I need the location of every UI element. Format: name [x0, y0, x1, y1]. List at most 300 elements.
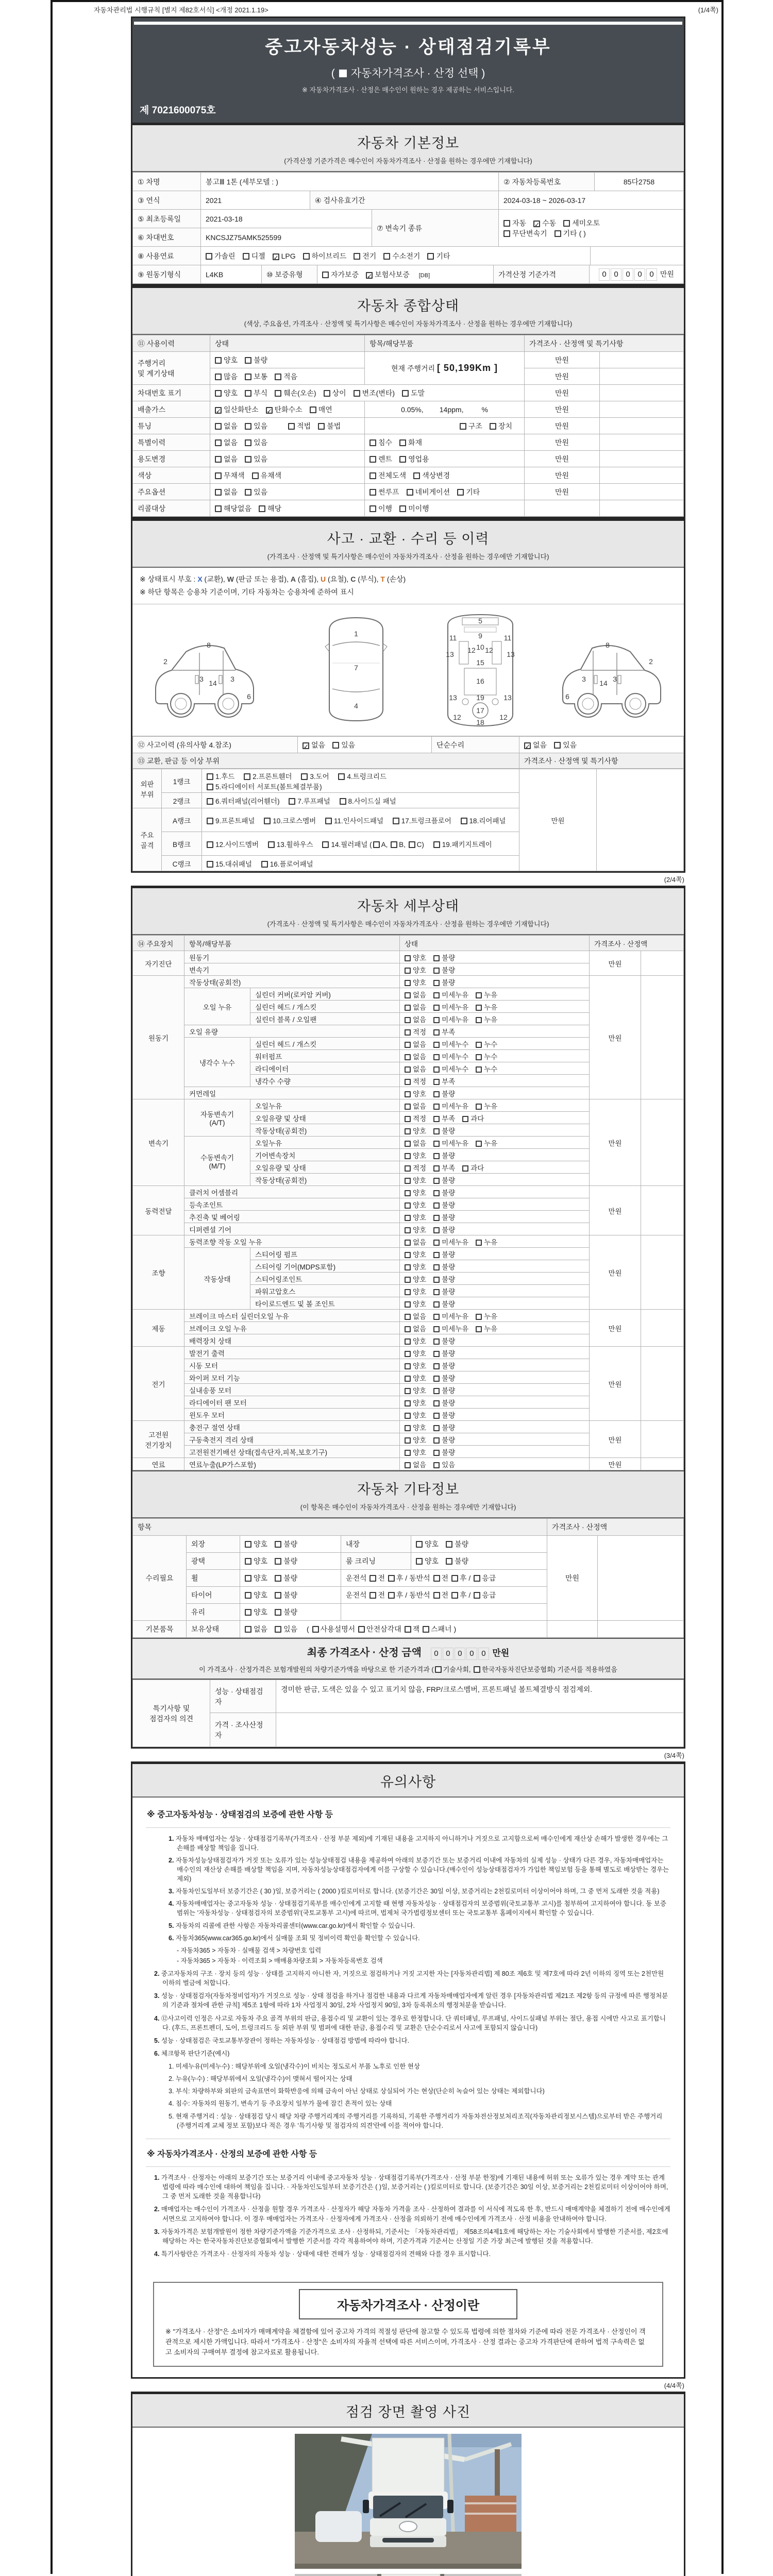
checkbox-icon[interactable] — [433, 841, 440, 848]
checkbox-option[interactable] — [462, 1164, 484, 1172]
panel-item[interactable]: 16.플로어패널 — [261, 860, 313, 868]
checkbox-icon[interactable] — [405, 1202, 411, 1209]
checkbox-icon[interactable] — [369, 472, 376, 479]
panel-item[interactable]: 15.대쉬패널 — [207, 860, 252, 868]
checkbox-icon[interactable]: ✓ — [525, 742, 531, 750]
checkbox-icon[interactable] — [405, 1190, 411, 1196]
checkbox-option[interactable] — [433, 1449, 455, 1456]
checkbox-option[interactable] — [433, 1239, 468, 1246]
checkbox-icon[interactable] — [433, 1400, 440, 1406]
checkbox-option[interactable] — [433, 954, 455, 962]
checkbox-option[interactable] — [288, 422, 311, 430]
checkbox-icon[interactable] — [503, 230, 510, 237]
checkbox-option[interactable] — [433, 1461, 455, 1469]
checkbox-icon[interactable] — [354, 390, 360, 397]
checkbox-icon[interactable] — [405, 1277, 411, 1283]
checkbox-option[interactable] — [405, 1226, 426, 1234]
checkbox-icon[interactable] — [433, 1425, 440, 1431]
checkbox-option[interactable] — [433, 1140, 468, 1147]
checkbox-icon[interactable] — [433, 1351, 440, 1357]
checkbox-icon[interactable] — [433, 1202, 440, 1209]
checkbox-option[interactable] — [433, 1028, 455, 1036]
checkbox-icon[interactable]: ✓ — [534, 221, 540, 228]
checkbox-icon[interactable] — [405, 1079, 411, 1085]
checkbox-icon[interactable] — [405, 1437, 411, 1444]
checkbox-option[interactable] — [332, 741, 355, 749]
checkbox-icon[interactable] — [405, 1240, 411, 1246]
checkbox-icon[interactable] — [245, 1541, 251, 1548]
checkbox-icon[interactable] — [416, 1558, 423, 1565]
checkbox-option[interactable] — [245, 488, 267, 496]
checkbox-icon[interactable] — [245, 1609, 251, 1616]
checkbox-icon[interactable] — [563, 220, 570, 227]
checkbox-icon[interactable] — [446, 1541, 452, 1548]
checkbox-option[interactable] — [215, 356, 238, 364]
checkbox-option[interactable] — [405, 1103, 426, 1110]
checkbox-icon[interactable] — [275, 374, 281, 380]
checkbox-icon[interactable] — [399, 456, 406, 463]
checkbox-icon[interactable] — [460, 423, 466, 430]
checkbox-option[interactable] — [433, 1436, 455, 1444]
checkbox-icon[interactable] — [405, 968, 411, 974]
checkbox-option[interactable] — [433, 1016, 468, 1024]
checkbox-option[interactable] — [407, 488, 450, 496]
checkbox-icon[interactable] — [405, 1042, 411, 1048]
checkbox-option[interactable] — [405, 1201, 426, 1209]
panel-item[interactable]: 9.프론트패널 — [207, 817, 255, 825]
checkbox-icon[interactable] — [433, 992, 440, 998]
checkbox-icon[interactable] — [405, 1178, 411, 1184]
checkbox-option[interactable] — [476, 1016, 497, 1024]
checkbox-icon[interactable] — [338, 773, 345, 780]
checkbox-option[interactable] — [275, 389, 316, 397]
checkbox-option[interactable] — [354, 252, 376, 260]
checkbox-option[interactable] — [433, 1065, 468, 1073]
checkbox-option[interactable] — [457, 488, 480, 496]
checkbox-icon[interactable] — [433, 1005, 440, 1011]
checkbox-icon[interactable] — [433, 1079, 440, 1085]
checkbox-option[interactable] — [405, 1387, 426, 1395]
checkbox-option[interactable] — [275, 372, 297, 381]
panel-item[interactable]: 3.도어 — [301, 773, 329, 781]
checkbox-icon[interactable] — [354, 253, 360, 260]
checkbox-option[interactable] — [215, 504, 251, 513]
checkbox-option[interactable] — [266, 405, 303, 414]
checkbox-option[interactable] — [405, 1461, 426, 1469]
checkbox-option[interactable] — [245, 1625, 267, 1633]
checkbox-option[interactable] — [245, 455, 267, 463]
checkbox-icon[interactable] — [405, 1104, 411, 1110]
checkbox-icon[interactable] — [433, 1054, 440, 1060]
checkbox-icon[interactable] — [446, 1558, 452, 1565]
panel-item[interactable]: 12.사이드멤버 — [207, 841, 259, 849]
checkbox-option[interactable] — [369, 438, 392, 447]
checkbox-option[interactable] — [433, 1251, 455, 1259]
checkbox-icon[interactable] — [405, 1314, 411, 1320]
checkbox-icon[interactable] — [399, 439, 406, 446]
checkbox-icon[interactable] — [405, 1215, 411, 1221]
checkbox-option[interactable] — [433, 1041, 468, 1048]
checkbox-icon[interactable] — [433, 1450, 440, 1456]
checkbox-option[interactable] — [215, 471, 245, 480]
checkbox-option[interactable] — [433, 1177, 455, 1184]
panel-item[interactable]: 13.휠하우스 — [268, 841, 313, 849]
checkbox-option[interactable] — [433, 1127, 455, 1135]
checkbox-option[interactable] — [405, 1276, 426, 1283]
checkbox-icon[interactable] — [405, 1376, 411, 1382]
checkbox-icon[interactable] — [402, 390, 409, 397]
panel-item[interactable]: 18.리어패널 — [461, 817, 506, 825]
panel-item[interactable]: 17.트렁크플로어 — [393, 817, 451, 825]
checkbox-option[interactable] — [405, 1313, 426, 1320]
checkbox-option[interactable] — [427, 252, 450, 260]
checkbox-option[interactable] — [476, 1239, 497, 1246]
checkbox-icon[interactable] — [264, 818, 271, 824]
checkbox-option[interactable] — [369, 488, 399, 496]
checkbox-icon[interactable] — [405, 1165, 411, 1172]
checkbox-option[interactable] — [476, 1053, 497, 1061]
checkbox-icon[interactable] — [427, 253, 434, 260]
checkbox-option[interactable] — [405, 1436, 426, 1444]
checkbox-icon[interactable] — [215, 390, 222, 397]
checkbox-option[interactable] — [433, 979, 455, 987]
checkbox-icon[interactable] — [215, 505, 222, 512]
checkbox-icon[interactable] — [405, 1227, 411, 1233]
checkbox-icon[interactable] — [476, 1104, 482, 1110]
checkbox-option[interactable] — [405, 1140, 426, 1147]
checkbox-icon[interactable] — [206, 253, 212, 260]
checkbox-icon[interactable]: ✓ — [304, 742, 309, 750]
checkbox-icon[interactable] — [405, 1413, 411, 1419]
checkbox-icon[interactable] — [433, 1289, 440, 1295]
checkbox-icon[interactable] — [243, 253, 249, 260]
checkbox-icon[interactable] — [275, 1626, 281, 1633]
checkbox-icon[interactable] — [259, 505, 265, 512]
checkbox-option[interactable] — [215, 422, 238, 430]
checkbox-icon[interactable] — [405, 1400, 411, 1406]
checkbox-option[interactable] — [433, 967, 455, 974]
checkbox-icon[interactable] — [433, 1314, 440, 1320]
checkbox-option[interactable] — [433, 1276, 455, 1283]
checkbox-icon[interactable] — [433, 1165, 440, 1172]
checkbox-option[interactable] — [405, 1028, 426, 1036]
checkbox-icon[interactable] — [474, 1575, 480, 1582]
checkbox-option[interactable] — [433, 1387, 455, 1395]
checkbox-option[interactable] — [405, 1350, 426, 1358]
checkbox-icon[interactable] — [433, 1116, 440, 1122]
checkbox-option[interactable] — [405, 1177, 426, 1184]
checkbox-icon[interactable] — [369, 1575, 376, 1582]
checkbox-icon[interactable] — [405, 980, 411, 986]
checkbox-icon[interactable] — [554, 230, 561, 237]
checkbox-option[interactable] — [275, 1608, 297, 1616]
panel-item[interactable]: 6.쿼터패널(리어휀더) — [207, 798, 280, 805]
panel-item[interactable]: 19.패키지트레이 — [433, 841, 492, 849]
checkbox-option[interactable] — [476, 1140, 497, 1147]
checkbox-icon[interactable] — [435, 1666, 442, 1673]
checkbox-icon[interactable] — [245, 390, 251, 397]
checkbox-icon[interactable] — [476, 1005, 482, 1011]
checkbox-icon[interactable] — [325, 818, 332, 824]
checkbox-icon[interactable] — [245, 489, 251, 496]
checkbox-option[interactable] — [476, 1004, 497, 1011]
checkbox-option[interactable] — [383, 252, 420, 260]
checkbox-icon[interactable] — [433, 1240, 440, 1246]
checkbox-option[interactable] — [252, 471, 282, 480]
checkbox-option[interactable] — [433, 1313, 468, 1320]
checkbox-option[interactable] — [405, 1164, 426, 1172]
checkbox-icon[interactable] — [433, 1252, 440, 1258]
checkbox-icon[interactable] — [405, 992, 411, 998]
checkbox-icon[interactable] — [433, 1029, 440, 1036]
panel-item[interactable]: 4.트렁크리드 — [338, 773, 386, 781]
checkbox-icon[interactable] — [244, 773, 250, 780]
checkbox-icon[interactable] — [207, 818, 213, 824]
checkbox-icon[interactable] — [310, 406, 316, 413]
checkbox-icon[interactable] — [245, 439, 251, 446]
checkbox-icon[interactable] — [245, 1592, 251, 1599]
checkbox-option[interactable] — [554, 229, 586, 238]
checkbox-option[interactable] — [433, 1189, 455, 1197]
checkbox-icon[interactable] — [275, 1609, 281, 1616]
checkbox-icon[interactable] — [252, 472, 259, 479]
checkbox-option[interactable] — [405, 1053, 426, 1061]
checkbox-icon[interactable] — [416, 1541, 423, 1548]
checkbox-icon[interactable] — [433, 1326, 440, 1332]
checkbox-option[interactable] — [433, 1424, 455, 1432]
checkbox-icon[interactable] — [474, 1666, 480, 1673]
checkbox-option[interactable] — [405, 1337, 426, 1345]
checkbox-icon[interactable] — [423, 1626, 429, 1633]
checkbox-icon[interactable] — [318, 423, 325, 430]
checkbox-icon[interactable] — [433, 1190, 440, 1196]
checkbox-icon[interactable] — [322, 272, 329, 278]
checkbox-icon[interactable] — [207, 861, 213, 868]
checkbox-option[interactable] — [405, 1375, 426, 1382]
checkbox-icon[interactable] — [433, 1178, 440, 1184]
checkbox-icon[interactable] — [405, 1128, 411, 1134]
checkbox-icon[interactable] — [461, 818, 467, 824]
checkbox-option[interactable] — [503, 229, 547, 238]
checkbox-icon[interactable] — [433, 1363, 440, 1369]
panel-item[interactable]: 5.라디에이터 서포트(볼트체결부품) — [207, 783, 322, 791]
checkbox-icon[interactable]: ✓ — [367, 272, 373, 280]
checkbox-icon[interactable] — [388, 1592, 395, 1599]
checkbox-option[interactable] — [446, 1557, 468, 1565]
checkbox-icon[interactable] — [405, 1626, 411, 1633]
checkbox-icon[interactable] — [261, 861, 268, 868]
checkbox-option[interactable] — [433, 1078, 455, 1086]
checkbox-icon[interactable] — [340, 798, 346, 805]
checkbox-icon[interactable] — [433, 1128, 440, 1134]
checkbox-icon[interactable] — [245, 1626, 251, 1633]
checkbox-option[interactable] — [303, 252, 347, 260]
checkbox-option[interactable] — [405, 1090, 426, 1098]
checkbox-option[interactable] — [503, 219, 526, 227]
checkbox-option[interactable] — [275, 1625, 297, 1633]
checkbox-icon[interactable] — [289, 798, 295, 805]
checkbox-icon[interactable] — [391, 841, 397, 848]
checkbox-option[interactable] — [366, 270, 410, 279]
checkbox-option[interactable] — [215, 455, 238, 463]
checkbox-icon[interactable] — [405, 1388, 411, 1394]
checkbox-option[interactable] — [433, 1399, 455, 1407]
checkbox-option[interactable] — [405, 1251, 426, 1259]
checkbox-icon[interactable] — [312, 1626, 319, 1633]
checkbox-icon[interactable] — [207, 798, 213, 805]
checkbox-icon[interactable] — [301, 773, 308, 780]
checkbox-option[interactable] — [215, 488, 238, 496]
checkbox-option[interactable] — [275, 1574, 297, 1582]
checkbox-icon[interactable] — [268, 841, 275, 848]
checkbox-option[interactable] — [533, 219, 556, 227]
checkbox-option[interactable] — [369, 471, 406, 480]
checkbox-option[interactable] — [433, 1288, 455, 1296]
checkbox-icon[interactable]: ✓ — [266, 407, 272, 415]
checkbox-icon[interactable] — [462, 1116, 468, 1122]
checkbox-icon[interactable] — [275, 1558, 281, 1565]
checkbox-option[interactable] — [399, 504, 429, 513]
checkbox-option[interactable] — [399, 455, 429, 463]
checkbox-option[interactable] — [405, 1016, 426, 1024]
checkbox-option[interactable] — [245, 1557, 267, 1565]
checkbox-icon[interactable] — [405, 1066, 411, 1073]
checkbox-option[interactable] — [433, 1300, 455, 1308]
checkbox-option[interactable] — [275, 1540, 297, 1548]
checkbox-icon[interactable] — [383, 253, 390, 260]
checkbox-option[interactable] — [433, 1375, 455, 1382]
checkbox-icon[interactable] — [275, 1592, 281, 1599]
checkbox-option[interactable] — [369, 455, 392, 463]
checkbox-option[interactable] — [405, 1004, 426, 1011]
checkbox-option[interactable] — [433, 1152, 455, 1160]
checkbox-option[interactable] — [405, 1214, 426, 1222]
checkbox-icon[interactable] — [245, 423, 251, 430]
checkbox-option[interactable] — [322, 270, 359, 279]
checkbox-icon[interactable] — [405, 1116, 411, 1122]
checkbox-icon[interactable] — [433, 1066, 440, 1073]
checkbox-icon[interactable] — [433, 1153, 440, 1159]
checkbox-icon[interactable] — [476, 1240, 482, 1246]
filled-checkbox-icon[interactable] — [339, 70, 347, 77]
checkbox-option[interactable] — [318, 422, 341, 430]
checkbox-option[interactable] — [433, 1004, 468, 1011]
checkbox-icon[interactable] — [215, 374, 222, 380]
checkbox-icon[interactable] — [433, 1575, 440, 1582]
checkbox-icon[interactable] — [433, 1462, 440, 1468]
checkbox-option[interactable] — [405, 1065, 426, 1073]
checkbox-icon[interactable] — [405, 1462, 411, 1468]
checkbox-icon[interactable] — [490, 423, 496, 430]
checkbox-icon[interactable] — [451, 1575, 458, 1582]
checkbox-icon[interactable] — [405, 1091, 411, 1097]
checkbox-icon[interactable] — [413, 472, 420, 479]
checkbox-icon[interactable]: ✓ — [216, 407, 222, 415]
checkbox-option[interactable] — [245, 1591, 267, 1599]
checkbox-icon[interactable] — [503, 220, 510, 227]
checkbox-icon[interactable] — [405, 1326, 411, 1332]
checkbox-option[interactable] — [405, 1041, 426, 1048]
checkbox-option[interactable] — [433, 1115, 455, 1123]
checkbox-option[interactable] — [245, 438, 267, 447]
checkbox-icon[interactable] — [405, 1054, 411, 1060]
checkbox-icon[interactable] — [433, 1264, 440, 1270]
checkbox-option[interactable] — [433, 1350, 455, 1358]
checkbox-icon[interactable] — [215, 472, 222, 479]
panel-item[interactable]: 14.필러패널 ( A, B, C) — [322, 841, 424, 849]
checkbox-option[interactable] — [405, 1127, 426, 1135]
checkbox-option[interactable] — [405, 1399, 426, 1407]
checkbox-option[interactable] — [524, 741, 547, 749]
checkbox-icon[interactable] — [369, 505, 376, 512]
checkbox-icon[interactable] — [405, 1017, 411, 1023]
checkbox-option[interactable] — [405, 1288, 426, 1296]
checkbox-icon[interactable] — [433, 955, 440, 961]
checkbox-option[interactable] — [405, 1189, 426, 1197]
checkbox-icon[interactable] — [215, 357, 222, 364]
checkbox-icon[interactable] — [433, 1338, 440, 1345]
checkbox-icon[interactable] — [369, 456, 376, 463]
checkbox-option[interactable] — [405, 1152, 426, 1160]
checkbox-icon[interactable] — [409, 841, 415, 848]
checkbox-icon[interactable] — [474, 1592, 480, 1599]
checkbox-icon[interactable] — [476, 1326, 482, 1332]
checkbox-icon[interactable] — [245, 374, 251, 380]
checkbox-option[interactable] — [462, 1115, 484, 1123]
checkbox-icon[interactable] — [476, 1066, 482, 1073]
checkbox-icon[interactable] — [388, 1575, 395, 1582]
checkbox-option[interactable] — [215, 438, 238, 447]
checkbox-icon[interactable] — [433, 1141, 440, 1147]
checkbox-option[interactable] — [405, 1300, 426, 1308]
checkbox-option[interactable] — [215, 405, 259, 414]
checkbox-icon[interactable] — [215, 489, 222, 496]
checkbox-icon[interactable] — [433, 1376, 440, 1382]
checkbox-option[interactable] — [433, 1090, 455, 1098]
panel-item[interactable]: 11.인사이드패널 — [325, 817, 383, 825]
checkbox-option[interactable] — [405, 1362, 426, 1370]
checkbox-icon[interactable] — [433, 1215, 440, 1221]
checkbox-option[interactable] — [273, 252, 296, 260]
checkbox-option[interactable] — [433, 1337, 455, 1345]
checkbox-icon[interactable] — [405, 1252, 411, 1258]
checkbox-icon[interactable] — [433, 1301, 440, 1308]
checkbox-option[interactable] — [245, 1608, 267, 1616]
checkbox-icon[interactable] — [405, 1029, 411, 1036]
checkbox-icon[interactable] — [476, 1054, 482, 1060]
checkbox-icon[interactable] — [405, 1338, 411, 1345]
panel-item[interactable]: 2.프론트휀더 — [244, 773, 292, 781]
checkbox-option[interactable] — [433, 1201, 455, 1209]
checkbox-icon[interactable] — [207, 784, 213, 790]
checkbox-option[interactable] — [405, 991, 426, 999]
checkbox-option[interactable] — [405, 1325, 426, 1333]
checkbox-icon[interactable] — [457, 489, 464, 496]
checkbox-option[interactable] — [476, 1325, 497, 1333]
checkbox-icon[interactable] — [245, 456, 251, 463]
checkbox-option[interactable] — [405, 1078, 426, 1086]
checkbox-icon[interactable] — [245, 1558, 251, 1565]
checkbox-option[interactable] — [433, 1164, 455, 1172]
checkbox-option[interactable] — [215, 372, 238, 381]
checkbox-icon[interactable] — [433, 1091, 440, 1097]
checkbox-icon[interactable] — [405, 955, 411, 961]
checkbox-option[interactable] — [259, 504, 281, 513]
checkbox-icon[interactable] — [476, 1141, 482, 1147]
checkbox-option[interactable] — [303, 741, 325, 749]
checkbox-option[interactable] — [405, 1115, 426, 1123]
checkbox-option[interactable] — [476, 1041, 497, 1048]
